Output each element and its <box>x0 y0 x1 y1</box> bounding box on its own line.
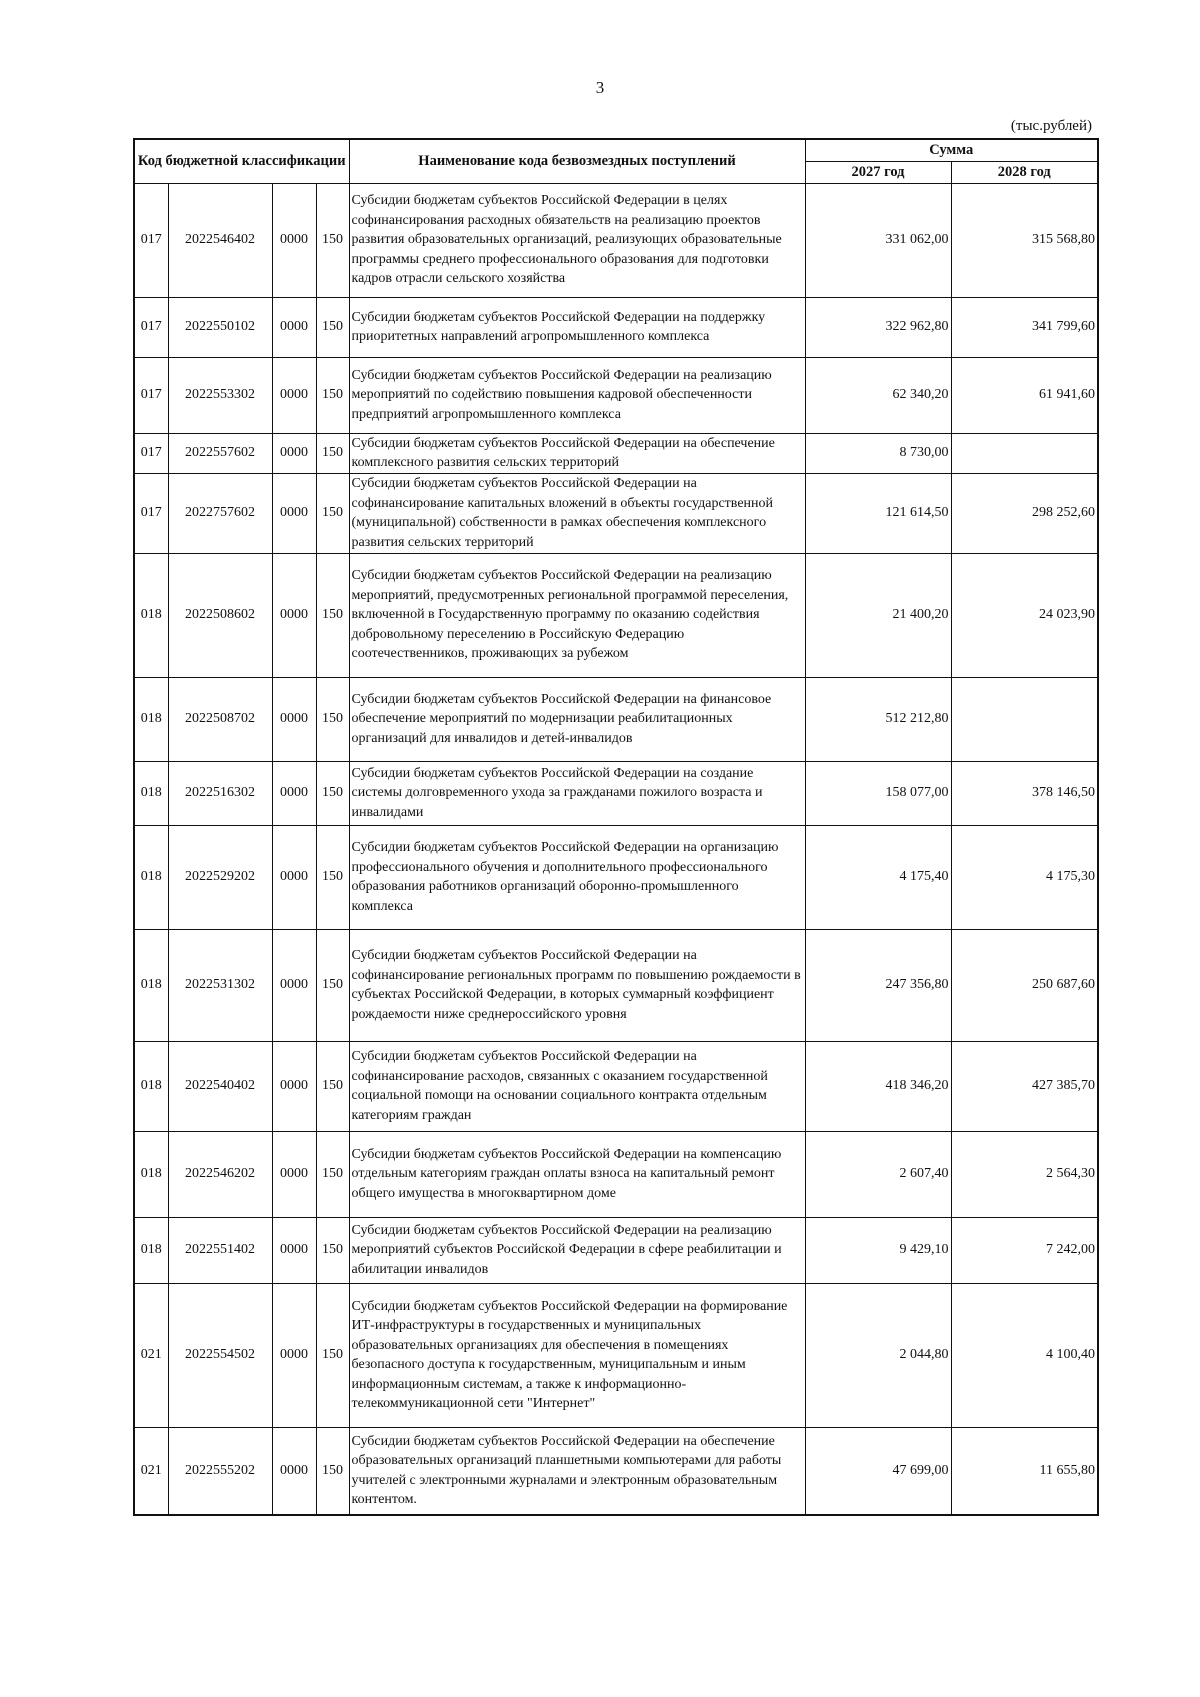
revenue-name-cell: Субсидии бюджетам субъектов Российской Федерации на компенсацию отдельным категориям граждан оплаты взноса на капитальный ремонт общего имущества в многоквартирном доме <box>349 1131 805 1217</box>
amount-2027-cell: 21 400,20 <box>805 553 951 677</box>
table-row <box>134 1427 1098 1515</box>
subtype-code-cell: 0000 <box>272 677 316 761</box>
revenue-code-cell: 2022546202 <box>168 1131 272 1217</box>
classification-code-cell: 150 <box>316 677 349 761</box>
amount-2027-cell: 158 077,00 <box>805 761 951 825</box>
revenue-name-cell: Субсидии бюджетам субъектов Российской Федерации на обеспечение комплексного развития сельских территорий <box>349 433 805 473</box>
subtype-code-cell: 0000 <box>272 183 316 297</box>
revenue-code-cell: 2022508602 <box>168 553 272 677</box>
amount-2028-cell: 4 100,40 <box>951 1283 1098 1427</box>
revenue-name-cell: Субсидии бюджетам субъектов Российской Федерации на реализацию мероприятий по содействию повышения кадровой обеспеченности предприятий агропромышленного комплекса <box>349 357 805 433</box>
revenue-code-cell: 2022531302 <box>168 929 272 1041</box>
subtype-code-cell: 0000 <box>272 553 316 677</box>
amount-2028-cell: 427 385,70 <box>951 1041 1098 1131</box>
admin-code-cell: 017 <box>134 473 168 553</box>
table-row <box>134 677 1098 761</box>
admin-code-cell: 018 <box>134 1041 168 1131</box>
amount-2028-cell: 378 146,50 <box>951 761 1098 825</box>
classification-code-cell: 150 <box>316 1217 349 1283</box>
subtype-code-cell: 0000 <box>272 1217 316 1283</box>
classification-code-cell: 150 <box>316 433 349 473</box>
classification-code-cell: 150 <box>316 825 349 929</box>
revenue-code-cell: 2022546402 <box>168 183 272 297</box>
amount-2028-cell: 298 252,60 <box>951 473 1098 553</box>
classification-code-cell: 150 <box>316 297 349 357</box>
header-name: Наименование кода безвозмездных поступлений <box>349 139 805 183</box>
amount-2028-cell: 315 568,80 <box>951 183 1098 297</box>
revenue-code-cell: 2022550102 <box>168 297 272 357</box>
classification-code-cell: 150 <box>316 1283 349 1427</box>
revenue-name-cell: Субсидии бюджетам субъектов Российской Федерации на формирование ИТ-инфраструктуры в государственных и муниципальных образовательных организациях для обеспечения в помещениях безопасного доступа к государственным, муниципальным и иным информационным системам, а также к информационно-телекоммуникационной сети "Интернет" <box>349 1283 805 1427</box>
amount-2028-cell <box>951 433 1098 473</box>
revenue-name-cell: Субсидии бюджетам субъектов Российской Федерации на поддержку приоритетных направлений агропромышленного комплекса <box>349 297 805 357</box>
admin-code-cell: 021 <box>134 1427 168 1515</box>
revenue-name-cell: Субсидии бюджетам субъектов Российской Федерации на обеспечение образовательных организаций планшетными компьютерами для работы учителей с электронными журналами и электронным образовательным контентом. <box>349 1427 805 1515</box>
classification-code-cell: 150 <box>316 553 349 677</box>
subtype-code-cell: 0000 <box>272 1131 316 1217</box>
table-row <box>134 357 1098 433</box>
table-row <box>134 825 1098 929</box>
subtype-code-cell: 0000 <box>272 825 316 929</box>
units-label: (тыс.рублей) <box>1010 118 1092 134</box>
revenue-code-cell: 2022557602 <box>168 433 272 473</box>
table-row <box>134 1041 1098 1131</box>
admin-code-cell: 018 <box>134 761 168 825</box>
classification-code-cell: 150 <box>316 1041 349 1131</box>
table-row <box>134 1217 1098 1283</box>
subtype-code-cell: 0000 <box>272 357 316 433</box>
revenue-name-cell: Субсидии бюджетам субъектов Российской Федерации на реализацию мероприятий, предусмотренных региональной программой переселения, включенной в Государственную программу по оказанию содействия добровольному переселению в Российскую Федерацию соотечественников, проживающих за рубежом <box>349 553 805 677</box>
amount-2027-cell: 247 356,80 <box>805 929 951 1041</box>
page-number: 3 <box>595 78 605 97</box>
admin-code-cell: 018 <box>134 1217 168 1283</box>
subtype-code-cell: 0000 <box>272 1041 316 1131</box>
amount-2028-cell: 341 799,60 <box>951 297 1098 357</box>
amount-2027-cell: 47 699,00 <box>805 1427 951 1515</box>
amount-2027-cell: 121 614,50 <box>805 473 951 553</box>
admin-code-cell: 018 <box>134 1131 168 1217</box>
revenue-code-cell: 2022757602 <box>168 473 272 553</box>
amount-2027-cell: 322 962,80 <box>805 297 951 357</box>
revenue-name-cell: Субсидии бюджетам субъектов Российской Федерации на софинансирование региональных программ по повышению рождаемости в субъектах Российской Федерации, в которых суммарный коэффициент рождаемости ниже среднероссийского уровня <box>349 929 805 1041</box>
admin-code-cell: 017 <box>134 183 168 297</box>
revenue-name-cell: Субсидии бюджетам субъектов Российской Федерации в целях софинансирования расходных обязательств на реализацию проектов развития образовательных организаций, реализующих образовательные программы среднего профессионального образования для подготовки кадров отрасли сельского хозяйства <box>349 183 805 297</box>
table-header <box>134 139 1098 183</box>
amount-2028-cell: 4 175,30 <box>951 825 1098 929</box>
table-row <box>134 433 1098 473</box>
classification-code-cell: 150 <box>316 1427 349 1515</box>
amount-2027-cell: 62 340,20 <box>805 357 951 433</box>
revenue-name-cell: Субсидии бюджетам субъектов Российской Федерации на создание системы долговременного ухода за гражданами пожилого возраста и инвалидами <box>349 761 805 825</box>
revenue-code-cell: 2022516302 <box>168 761 272 825</box>
classification-code-cell: 150 <box>316 929 349 1041</box>
subtype-code-cell: 0000 <box>272 761 316 825</box>
table-row <box>134 761 1098 825</box>
revenue-code-cell: 2022529202 <box>168 825 272 929</box>
amount-2028-cell <box>951 677 1098 761</box>
subtype-code-cell: 0000 <box>272 473 316 553</box>
amount-2027-cell: 8 730,00 <box>805 433 951 473</box>
amount-2028-cell: 7 242,00 <box>951 1217 1098 1283</box>
revenue-code-cell: 2022554502 <box>168 1283 272 1427</box>
header-year-2027: 2027 год <box>805 161 951 183</box>
amount-2027-cell: 512 212,80 <box>805 677 951 761</box>
subtype-code-cell: 0000 <box>272 297 316 357</box>
admin-code-cell: 018 <box>134 929 168 1041</box>
revenue-name-cell: Субсидии бюджетам субъектов Российской Федерации на софинансирование расходов, связанных с оказанием государственной социальной помощи на основании социального контракта отдельным категориям граждан <box>349 1041 805 1131</box>
classification-code-cell: 150 <box>316 761 349 825</box>
amount-2028-cell: 2 564,30 <box>951 1131 1098 1217</box>
table-row <box>134 929 1098 1041</box>
amount-2027-cell: 2 607,40 <box>805 1131 951 1217</box>
admin-code-cell: 017 <box>134 297 168 357</box>
subtype-code-cell: 0000 <box>272 433 316 473</box>
subtype-code-cell: 0000 <box>272 1283 316 1427</box>
subtype-code-cell: 0000 <box>272 1427 316 1515</box>
admin-code-cell: 018 <box>134 825 168 929</box>
revenue-code-cell: 2022540402 <box>168 1041 272 1131</box>
revenue-name-cell: Субсидии бюджетам субъектов Российской Федерации на реализацию мероприятий субъектов Российской Федерации в сфере реабилитации и абилитации инвалидов <box>349 1217 805 1283</box>
amount-2027-cell: 2 044,80 <box>805 1283 951 1427</box>
amount-2028-cell: 61 941,60 <box>951 357 1098 433</box>
table-row <box>134 183 1098 297</box>
header-sum: Сумма <box>805 139 1098 161</box>
amount-2027-cell: 9 429,10 <box>805 1217 951 1283</box>
amount-2027-cell: 331 062,00 <box>805 183 951 297</box>
amount-2028-cell: 11 655,80 <box>951 1427 1098 1515</box>
classification-code-cell: 150 <box>316 1131 349 1217</box>
subtype-code-cell: 0000 <box>272 929 316 1041</box>
table-row <box>134 473 1098 553</box>
table-row <box>134 1131 1098 1217</box>
table-body <box>134 183 1098 1515</box>
classification-code-cell: 150 <box>316 183 349 297</box>
budget-table <box>133 138 1099 1516</box>
header-year-2028: 2028 год <box>951 161 1098 183</box>
admin-code-cell: 017 <box>134 357 168 433</box>
revenue-name-cell: Субсидии бюджетам субъектов Российской Федерации на софинансирование капитальных вложений в объекты государственной (муниципальной) собственности в рамках обеспечения комплексного развития сельских территорий <box>349 473 805 553</box>
classification-code-cell: 150 <box>316 357 349 433</box>
table-row <box>134 553 1098 677</box>
revenue-code-cell: 2022553302 <box>168 357 272 433</box>
admin-code-cell: 018 <box>134 553 168 677</box>
revenue-code-cell: 2022555202 <box>168 1427 272 1515</box>
header-code-group: Код бюджетной классификации <box>134 139 349 183</box>
classification-code-cell: 150 <box>316 473 349 553</box>
amount-2028-cell: 24 023,90 <box>951 553 1098 677</box>
revenue-name-cell: Субсидии бюджетам субъектов Российской Федерации на финансовое обеспечение мероприятий по модернизации реабилитационных организаций для инвалидов и детей-инвалидов <box>349 677 805 761</box>
amount-2027-cell: 4 175,40 <box>805 825 951 929</box>
revenue-name-cell: Субсидии бюджетам субъектов Российской Федерации на организацию профессионального обучения и дополнительного профессионального образования работников организаций оборонно-промышленного комплекса <box>349 825 805 929</box>
admin-code-cell: 017 <box>134 433 168 473</box>
revenue-code-cell: 2022551402 <box>168 1217 272 1283</box>
admin-code-cell: 018 <box>134 677 168 761</box>
revenue-code-cell: 2022508702 <box>168 677 272 761</box>
admin-code-cell: 021 <box>134 1283 168 1427</box>
table-row <box>134 1283 1098 1427</box>
amount-2028-cell: 250 687,60 <box>951 929 1098 1041</box>
amount-2027-cell: 418 346,20 <box>805 1041 951 1131</box>
table-row <box>134 297 1098 357</box>
